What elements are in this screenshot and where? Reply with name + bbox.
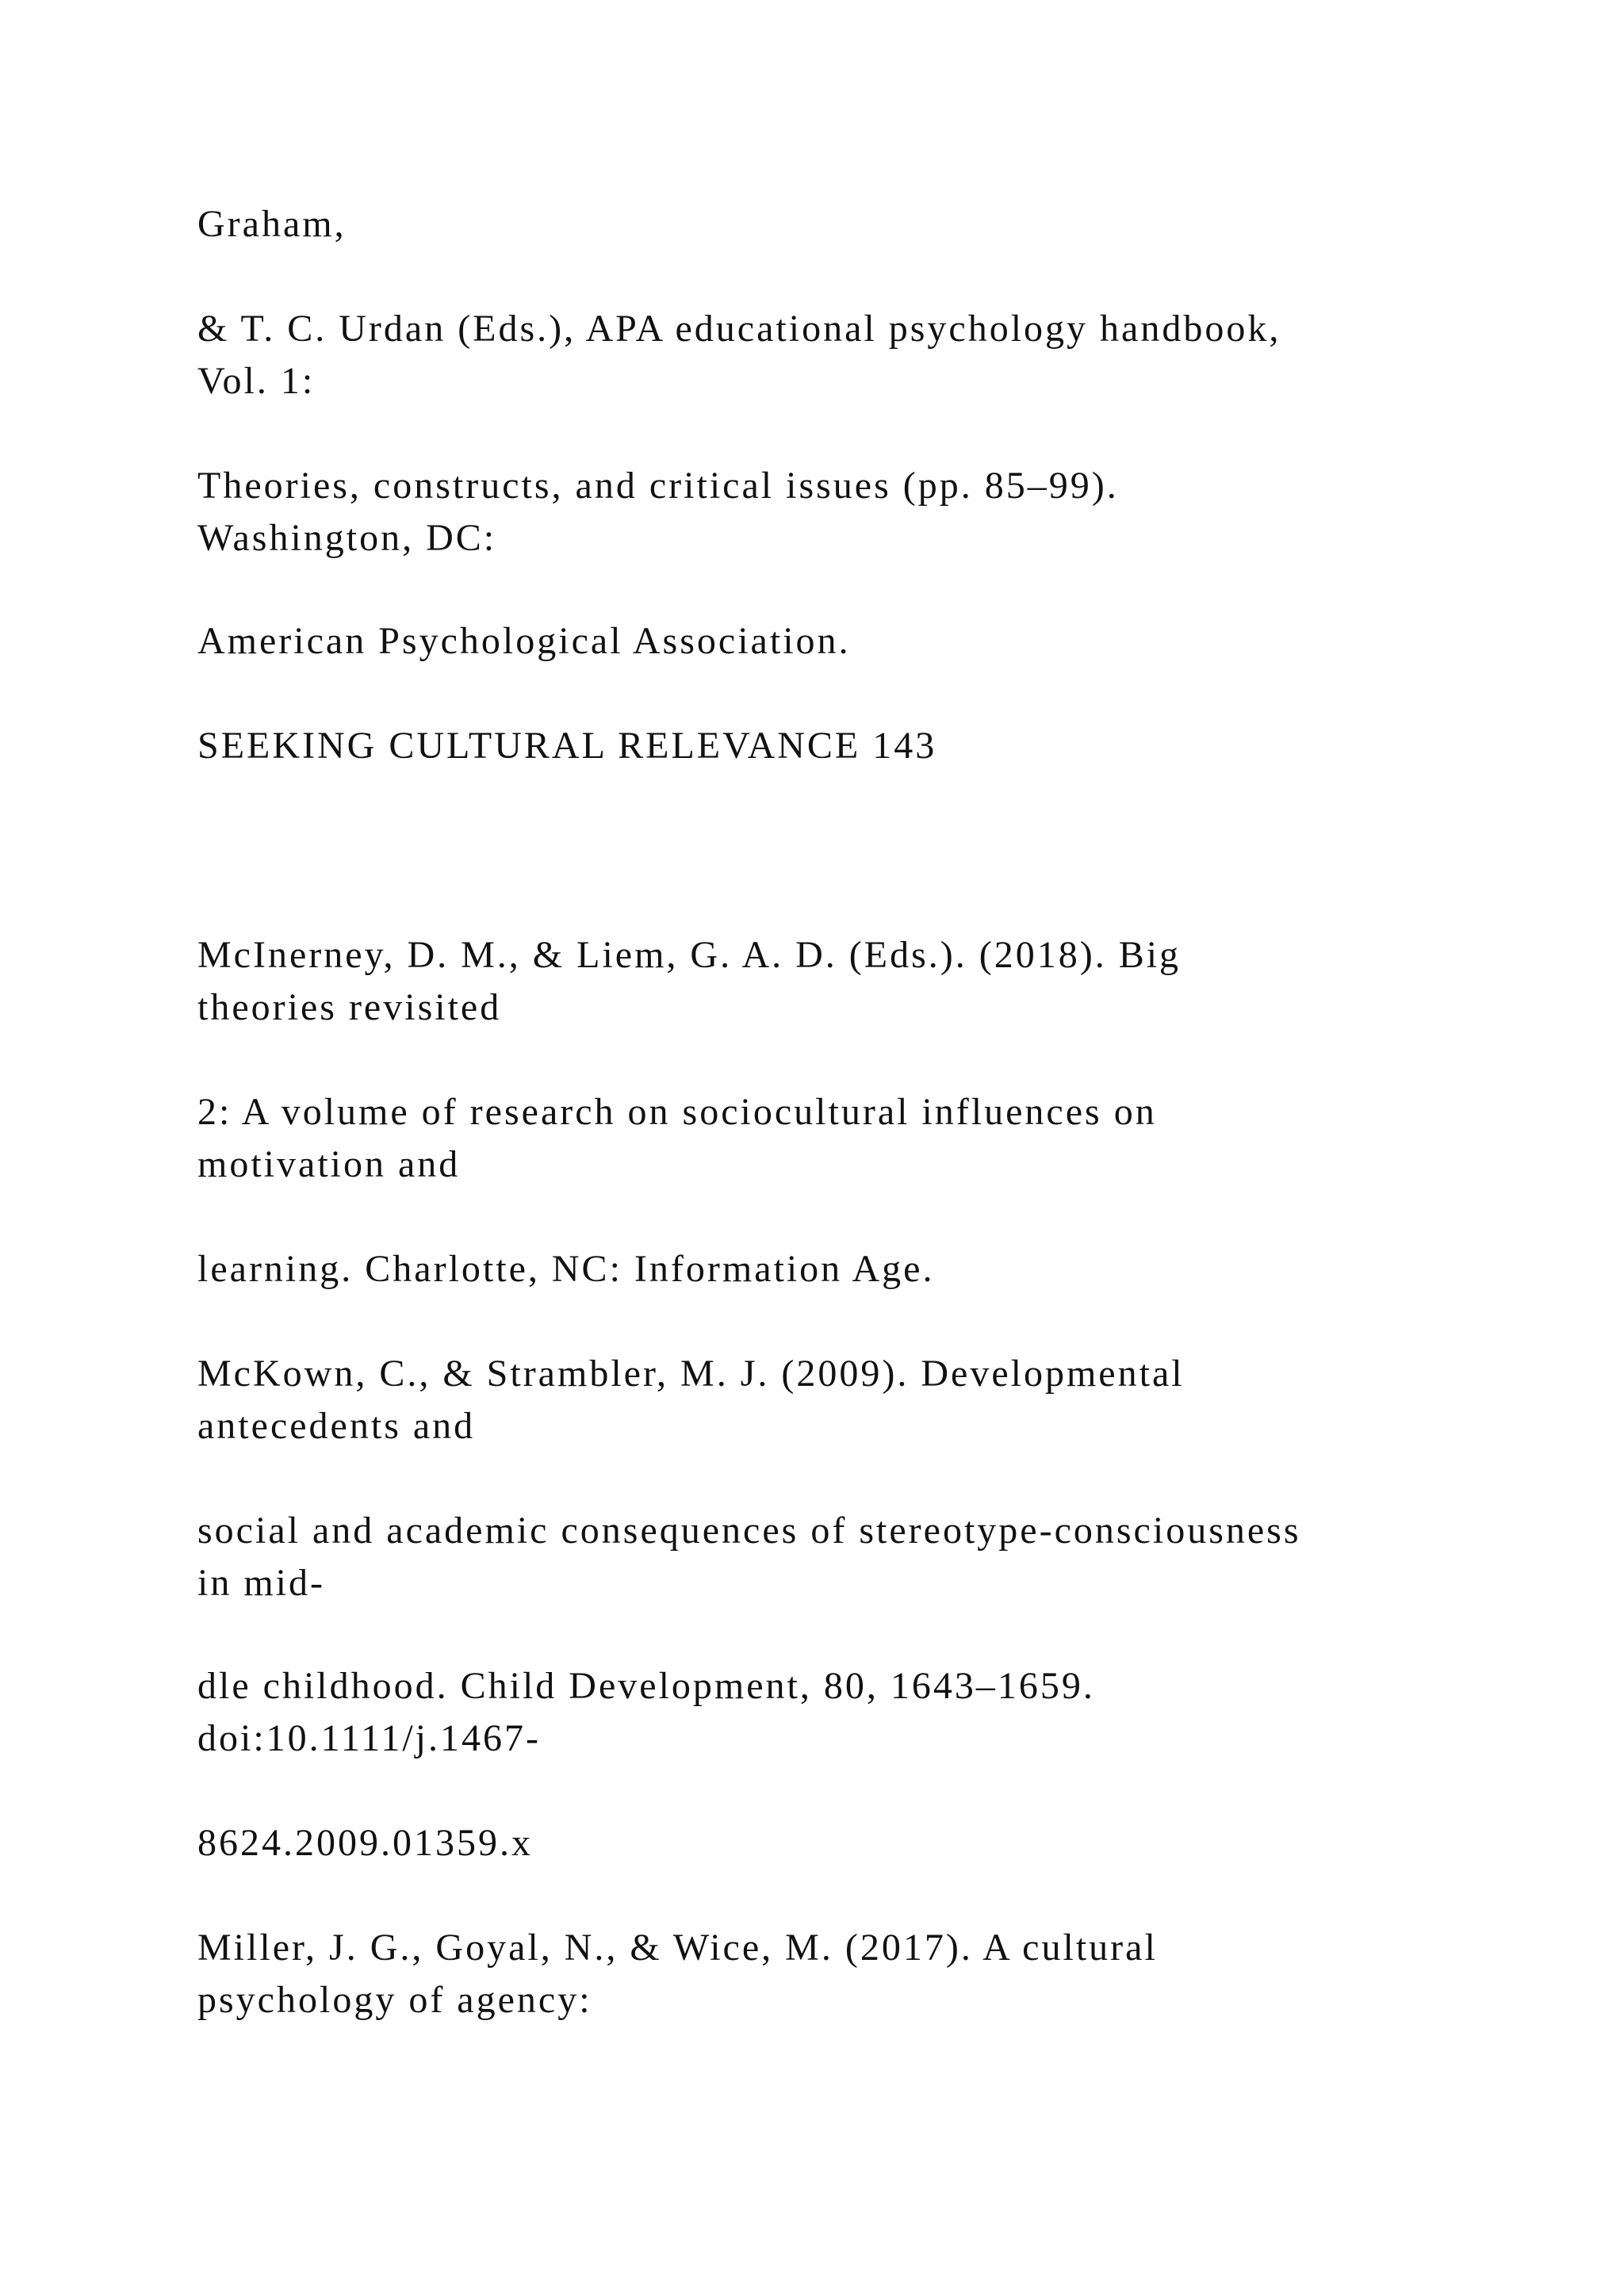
text-line: 2: A volume of research on sociocultural influences on <box>197 1091 1157 1133</box>
paragraph-apa-publisher <box>197 615 1434 668</box>
text-line: Washington, DC: <box>197 517 497 559</box>
reference-mckown-cont <box>197 1505 1434 1609</box>
reference-miller <box>197 1922 1434 2026</box>
text-line: theories revisited <box>197 986 502 1028</box>
text-line: & T. C. Urdan (Eds.), APA educational psychology handbook, <box>197 308 1281 350</box>
paragraph-urdan-eds <box>197 303 1434 408</box>
text-line: dle childhood. Child Development, 80, 1643–1659. <box>197 1665 1095 1707</box>
text-line: learning. Charlotte, NC: Information Age. <box>197 1248 935 1290</box>
reference-mcinerney <box>197 929 1434 1034</box>
running-header <box>197 720 1434 772</box>
text-line: motivation and <box>197 1143 461 1185</box>
reference-mcinerney-end <box>197 1243 1434 1295</box>
text-line: American Psychological Association. <box>197 620 851 662</box>
text-line: social and academic consequences of stereotype-consciousness <box>197 1510 1301 1552</box>
paragraph-theories-constructs <box>197 460 1434 564</box>
text-line: SEEKING CULTURAL RELEVANCE 143 <box>197 725 937 767</box>
text-line: antecedents and <box>197 1405 476 1447</box>
text-line: McKown, C., & Strambler, M. J. (2009). Developmental <box>197 1353 1185 1395</box>
text-line: Vol. 1: <box>197 360 316 402</box>
text-line: Graham, <box>197 203 347 245</box>
text-line: psychology of agency: <box>197 1979 592 2021</box>
reference-mcinerney-cont <box>197 1086 1434 1191</box>
reference-mckown <box>197 1348 1434 1452</box>
text-line: in mid- <box>197 1562 325 1604</box>
paragraph-graham <box>197 198 1434 251</box>
reference-mckown-doi <box>197 1817 1434 1869</box>
reference-mckown-journal <box>197 1660 1434 1765</box>
text-line: 8624.2009.01359.x <box>197 1822 533 1864</box>
text-line: doi:10.1111/j.1467- <box>197 1717 541 1759</box>
text-line: Theories, constructs, and critical issues (pp. 85–99). <box>197 465 1119 507</box>
text-line: Miller, J. G., Goyal, N., & Wice, M. (2017). A cultural <box>197 1927 1158 1969</box>
text-line: McInerney, D. M., & Liem, G. A. D. (Eds.). (2018). Big <box>197 934 1182 976</box>
